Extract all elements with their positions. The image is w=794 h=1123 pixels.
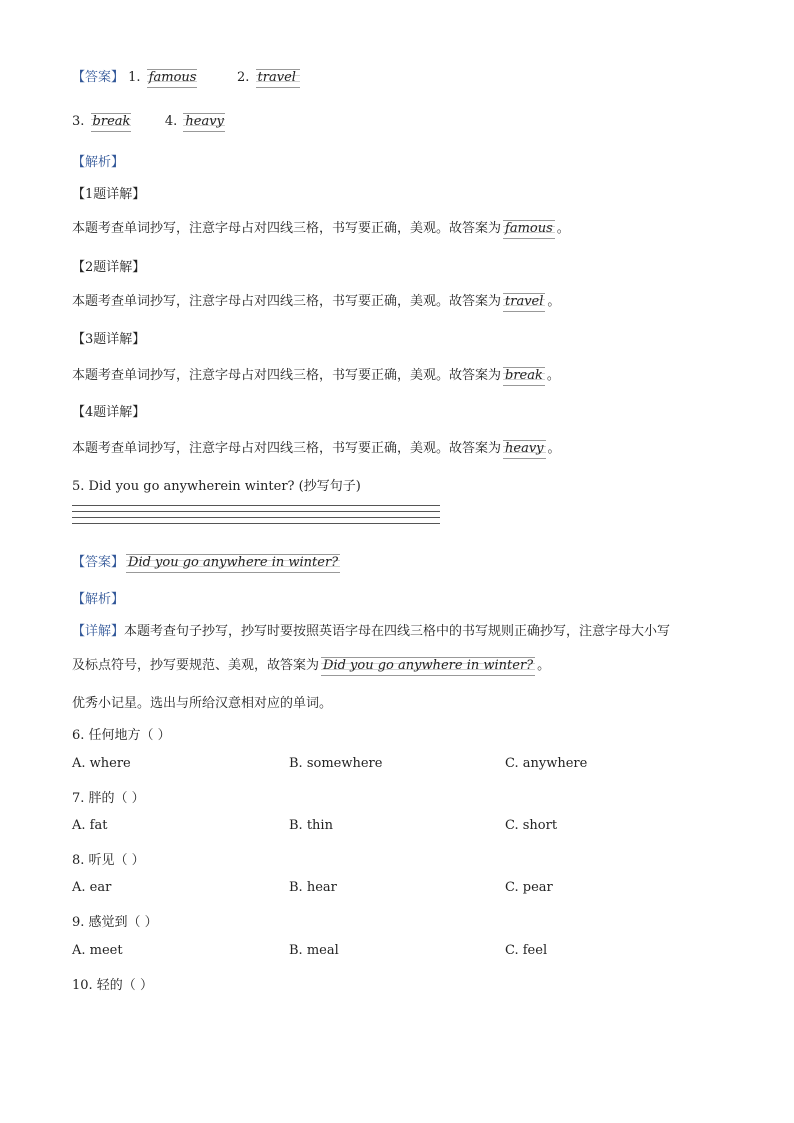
handwritten-answer: travel [256, 69, 300, 88]
analysis-label: 【解析】 [72, 592, 125, 607]
handwritten-answer: travel [503, 293, 545, 312]
option-a[interactable]: A. ear [72, 880, 112, 895]
q5-detail-line1 [72, 620, 670, 639]
detail-title: 【1题详解】 [72, 187, 146, 202]
option-b[interactable]: B. thin [289, 818, 333, 833]
answer-row-1 [72, 66, 302, 88]
question-stem: 7. 胖的（ ） [72, 791, 145, 806]
option-b[interactable]: B. hear [289, 880, 337, 895]
detail-text [72, 217, 570, 239]
punct: 。 [547, 294, 561, 309]
detail-text [72, 364, 560, 386]
punct: 。 [547, 441, 561, 456]
punct: 。 [546, 368, 560, 383]
punct: 。 [556, 221, 570, 236]
answer-label: 【答案】 [72, 70, 125, 85]
q5-answer-row [72, 551, 342, 573]
option-a[interactable]: A. where [72, 756, 131, 771]
option-a[interactable]: A. fat [72, 818, 108, 833]
handwritten-answer: Did you go anywhere in winter? [126, 554, 340, 573]
detail-body: 本题考查单词抄写，注意字母占对四线三格，书写要正确，美观。故答案为 [72, 368, 502, 383]
four-line-grid [72, 505, 440, 529]
handwritten-answer: heavy [503, 440, 546, 459]
analysis-label: 【解析】 [72, 155, 125, 170]
question-stem: 10. 轻的（ ） [72, 978, 153, 993]
detail-body: 及标点符号，抄写要规范、美观，故答案为 [72, 658, 320, 673]
answer-label: 【答案】 [72, 555, 125, 570]
handwritten-answer: heavy [183, 113, 225, 132]
option-c[interactable]: C. feel [505, 943, 548, 958]
answer-num: 2. [236, 70, 250, 85]
handwritten-answer: break [91, 113, 131, 132]
section-title: 优秀小记星。选出与所给汉意相对应的单词。 [72, 696, 333, 711]
detail-title: 【2题详解】 [72, 260, 146, 275]
answer-num: 3. [72, 114, 85, 129]
detail-body: 本题考查单词抄写，注意字母占对四线三格，书写要正确，美观。故答案为 [72, 441, 502, 456]
question-stem: 6. 任何地方（ ） [72, 728, 171, 743]
detail-title: 【3题详解】 [72, 332, 146, 347]
answer-row-2 [72, 113, 227, 132]
option-c[interactable]: C. short [505, 818, 558, 833]
detail-text [72, 437, 561, 459]
option-c[interactable]: C. anywhere [505, 756, 588, 771]
detail-text [72, 290, 560, 312]
answer-num: 1. [128, 70, 141, 85]
handwritten-answer: famous [147, 69, 197, 88]
detail-title: 【4题详解】 [72, 405, 146, 420]
handwritten-answer: Did you go anywhere in winter? [321, 657, 535, 676]
detail-body: 本题考查单词抄写，注意字母占对四线三格，书写要正确，美观。故答案为 [72, 221, 502, 236]
detail-body: 本题考查句子抄写，抄写时要按照英语字母在四线三格中的书写规则正确抄写，注意字母大小写 [124, 624, 671, 639]
answer-num: 4. [164, 114, 178, 129]
detail-body: 本题考查单词抄写，注意字母占对四线三格，书写要正确，美观。故答案为 [72, 294, 502, 309]
q5-detail-line2 [72, 654, 550, 676]
option-c[interactable]: C. pear [505, 880, 553, 895]
detail-label: 【详解】 [72, 624, 125, 639]
q5-prompt: 5. Did you go anywherein winter? (抄写句子) [72, 479, 361, 494]
option-b[interactable]: B. somewhere [289, 756, 383, 771]
question-stem: 9. 感觉到（ ） [72, 915, 158, 930]
handwritten-answer: famous [503, 220, 555, 239]
handwritten-answer: break [503, 367, 545, 386]
question-stem: 8. 听见（ ） [72, 853, 145, 868]
punct: 。 [537, 658, 551, 673]
option-b[interactable]: B. meal [289, 943, 339, 958]
option-a[interactable]: A. meet [72, 943, 123, 958]
